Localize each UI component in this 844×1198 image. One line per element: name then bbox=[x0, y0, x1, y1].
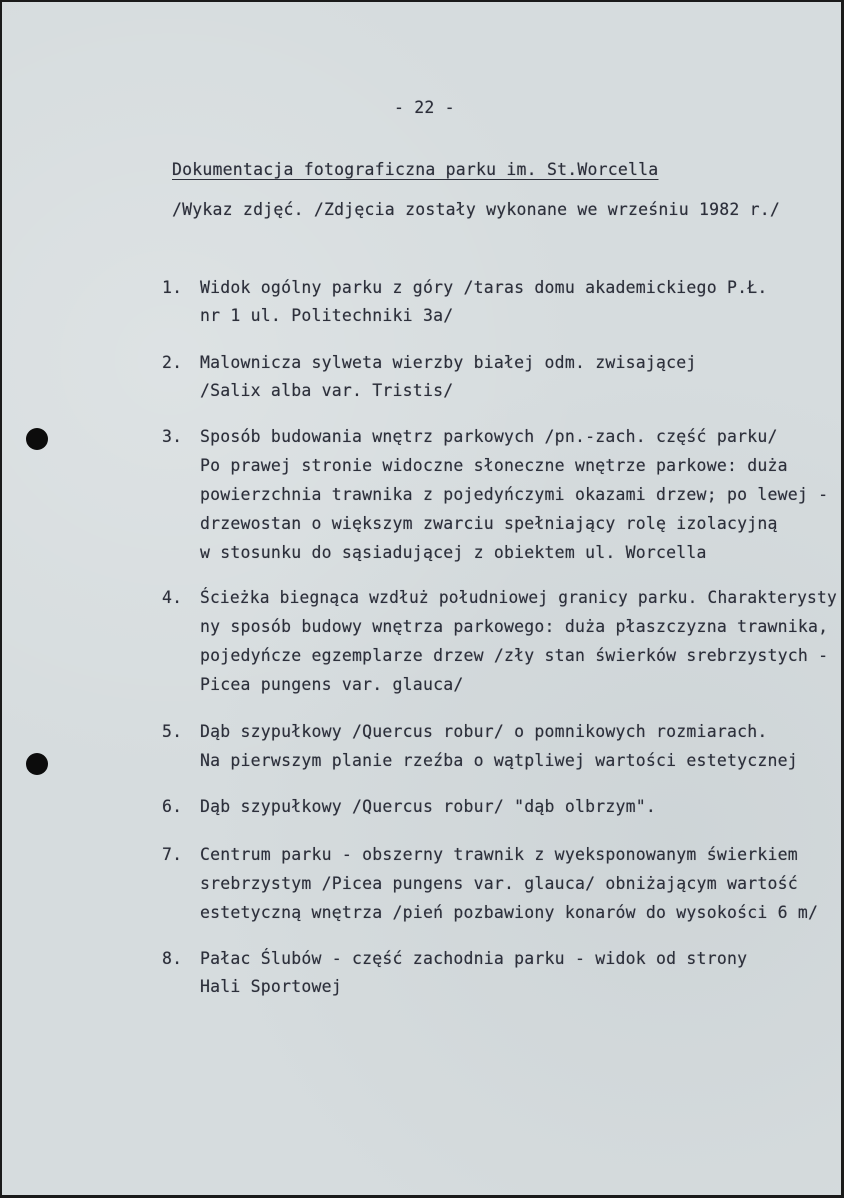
page-subtitle: /Wykaz zdjęć. /Zdjęcia zostały wykonane we wrześniu 1982 r./ bbox=[172, 200, 781, 219]
item-line: Widok ogólny parku z góry /taras domu akademickiego P.Ł. bbox=[200, 278, 768, 297]
page-number: - 22 - bbox=[394, 98, 455, 117]
item-number: 4. bbox=[162, 588, 183, 607]
item-line: estetyczną wnętrza /pień pozbawiony konarów do wysokości 6 m/ bbox=[200, 903, 819, 922]
item-number: 6. bbox=[162, 797, 183, 816]
item-line: Hali Sportowej bbox=[200, 977, 342, 996]
item-line: /Salix alba var. Tristis/ bbox=[200, 381, 454, 400]
item-line: Po prawej stronie widoczne słoneczne wnętrze parkowe: duża bbox=[200, 456, 788, 475]
item-line: Na pierwszym planie rzeźba o wątpliwej wartości estetycznej bbox=[200, 751, 798, 770]
item-line: pojedyńcze egzemplarze drzew /zły stan świerków srebrzystych - bbox=[200, 646, 829, 665]
item-line: drzewostan o większym zwarciu spełniający rolę izolacyjną bbox=[200, 514, 778, 533]
item-number: 2. bbox=[162, 353, 183, 372]
item-line: nr 1 ul. Politechniki 3a/ bbox=[200, 306, 454, 325]
item-number: 5. bbox=[162, 722, 183, 741]
item-number: 8. bbox=[162, 949, 183, 968]
page-title: Dokumentacja fotograficzna parku im. St.Worcella bbox=[172, 160, 659, 179]
item-number: 3. bbox=[162, 427, 183, 446]
item-line: Dąb szypułkowy /Quercus robur/ o pomnikowych rozmiarach. bbox=[200, 722, 768, 741]
item-line: Picea pungens var. glauca/ bbox=[200, 675, 464, 694]
item-number: 1. bbox=[162, 278, 183, 297]
item-line: ny sposób budowy wnętrza parkowego: duża płaszczyzna trawnika, bbox=[200, 617, 829, 636]
item-line: Ścieżka biegnąca wzdłuż południowej granicy parku. Charakterysty bbox=[200, 588, 837, 607]
item-line: Pałac Ślubów - część zachodnia parku - widok od strony bbox=[200, 949, 748, 968]
item-number: 7. bbox=[162, 845, 183, 864]
punch-hole bbox=[26, 753, 48, 775]
item-line: Malownicza sylweta wierzby białej odm. zwisającej bbox=[200, 353, 697, 372]
item-line: Sposób budowania wnętrz parkowych /pn.-zach. część parku/ bbox=[200, 427, 778, 446]
item-line: powierzchnia trawnika z pojedyńczymi okazami drzew; po lewej - bbox=[200, 485, 829, 504]
punch-hole bbox=[26, 428, 48, 450]
document-page bbox=[2, 2, 841, 1195]
item-line: Dąb szypułkowy /Quercus robur/ "dąb olbrzym". bbox=[200, 797, 657, 816]
item-line: srebrzystym /Picea pungens var. glauca/ obniżającym wartość bbox=[200, 874, 798, 893]
item-line: w stosunku do sąsiadującej z obiektem ul. Worcella bbox=[200, 543, 707, 562]
item-line: Centrum parku - obszerny trawnik z wyeksponowanym świerkiem bbox=[200, 845, 798, 864]
